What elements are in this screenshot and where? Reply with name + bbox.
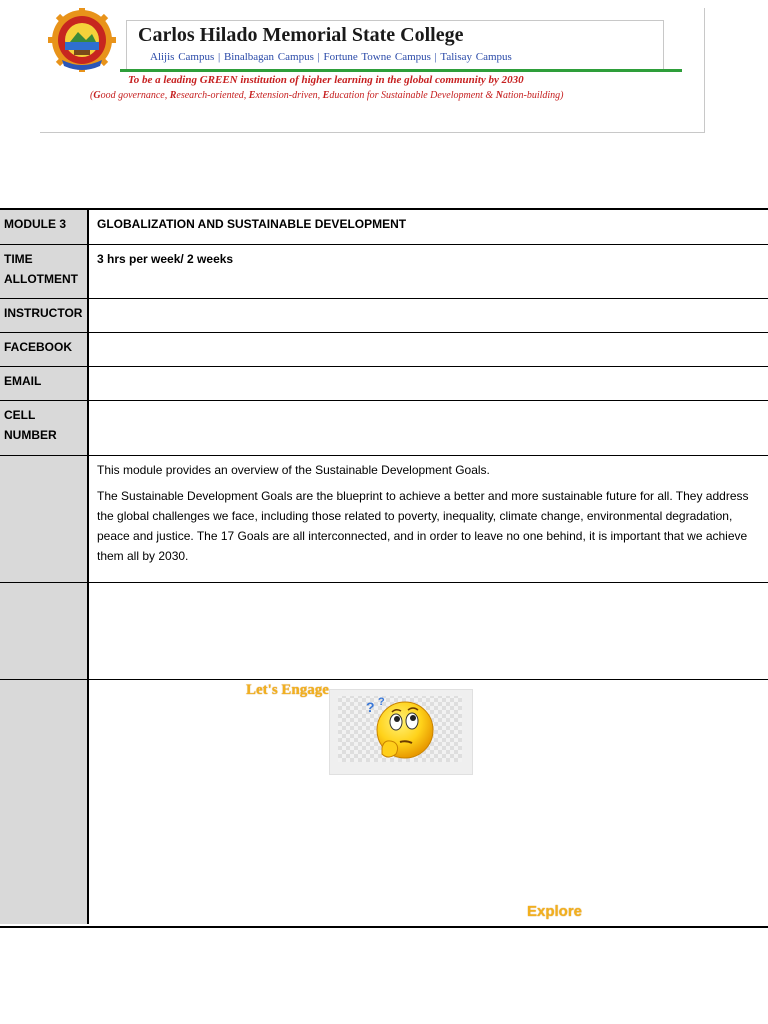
table-row-time-allotment — [0, 245, 768, 299]
table-row-module — [0, 210, 768, 245]
svg-text:?: ? — [366, 699, 375, 715]
thinking-face-icon — [330, 690, 472, 774]
svg-text:?: ? — [378, 696, 385, 708]
green-divider — [120, 69, 682, 72]
campus-list: Alijis Campus | Binalbagan Campus | Fortune Towne Campus | Talisay Campus — [150, 51, 512, 63]
value-instructor — [89, 299, 768, 332]
table-row-email — [0, 367, 768, 401]
label-time-allotment: TIME ALLOTMENT — [0, 245, 89, 298]
label-cell-number: CELL NUMBER — [0, 401, 89, 455]
table-row-overview — [0, 456, 768, 583]
table-row-blank — [0, 583, 768, 680]
label-overview — [0, 456, 89, 582]
label-facebook: FACEBOOK — [0, 333, 89, 366]
value-blank — [89, 583, 768, 679]
value-module-title: GLOBALIZATION AND SUSTAINABLE DEVELOPMENT — [97, 217, 407, 231]
table-row-instructor — [0, 299, 768, 333]
engage-content — [89, 680, 768, 924]
college-name: Carlos Hilado Memorial State College — [138, 24, 464, 46]
value-email — [89, 367, 768, 400]
overview-intro: This module provides an overview of the Sustainable Development Goals. — [97, 463, 490, 477]
value-time-allotment: 3 hrs per week/ 2 weeks — [97, 252, 234, 266]
module-info-table — [0, 208, 768, 928]
value-cell-number — [89, 401, 768, 455]
overview-content — [89, 456, 768, 582]
college-seal-logo — [44, 8, 120, 72]
label-email: EMAIL — [0, 367, 89, 400]
core-values: (Good governance, Research-oriented, Extension-driven, Education for Sustainable Development & Nation-building) — [90, 90, 564, 101]
table-row-engage — [0, 680, 768, 924]
label-module: MODULE 3 — [0, 210, 89, 244]
thinking-face-image — [329, 689, 473, 775]
lets-engage-heading: Let's Engage — [246, 682, 329, 698]
label-engage — [0, 680, 89, 924]
label-instructor: INSTRUCTOR — [0, 299, 89, 332]
table-row-facebook — [0, 333, 768, 367]
label-blank — [0, 583, 89, 679]
table-row-cell-number — [0, 401, 768, 456]
overview-body: The Sustainable Development Goals are the blueprint to achieve a better and more sustainable future for all. They address the global challenges we face, including those related to poverty, inequality, climate change, environmental degradation, peace and justice. The 17 Goals are all interconnected, and in order to leave no one behind, it is important that we achieve them all by 2030. — [97, 489, 749, 563]
vision-statement: To be a leading GREEN institution of higher learning in the global community by 2030 — [128, 74, 524, 86]
explore-heading: Explore — [527, 903, 583, 920]
value-facebook — [89, 333, 768, 366]
